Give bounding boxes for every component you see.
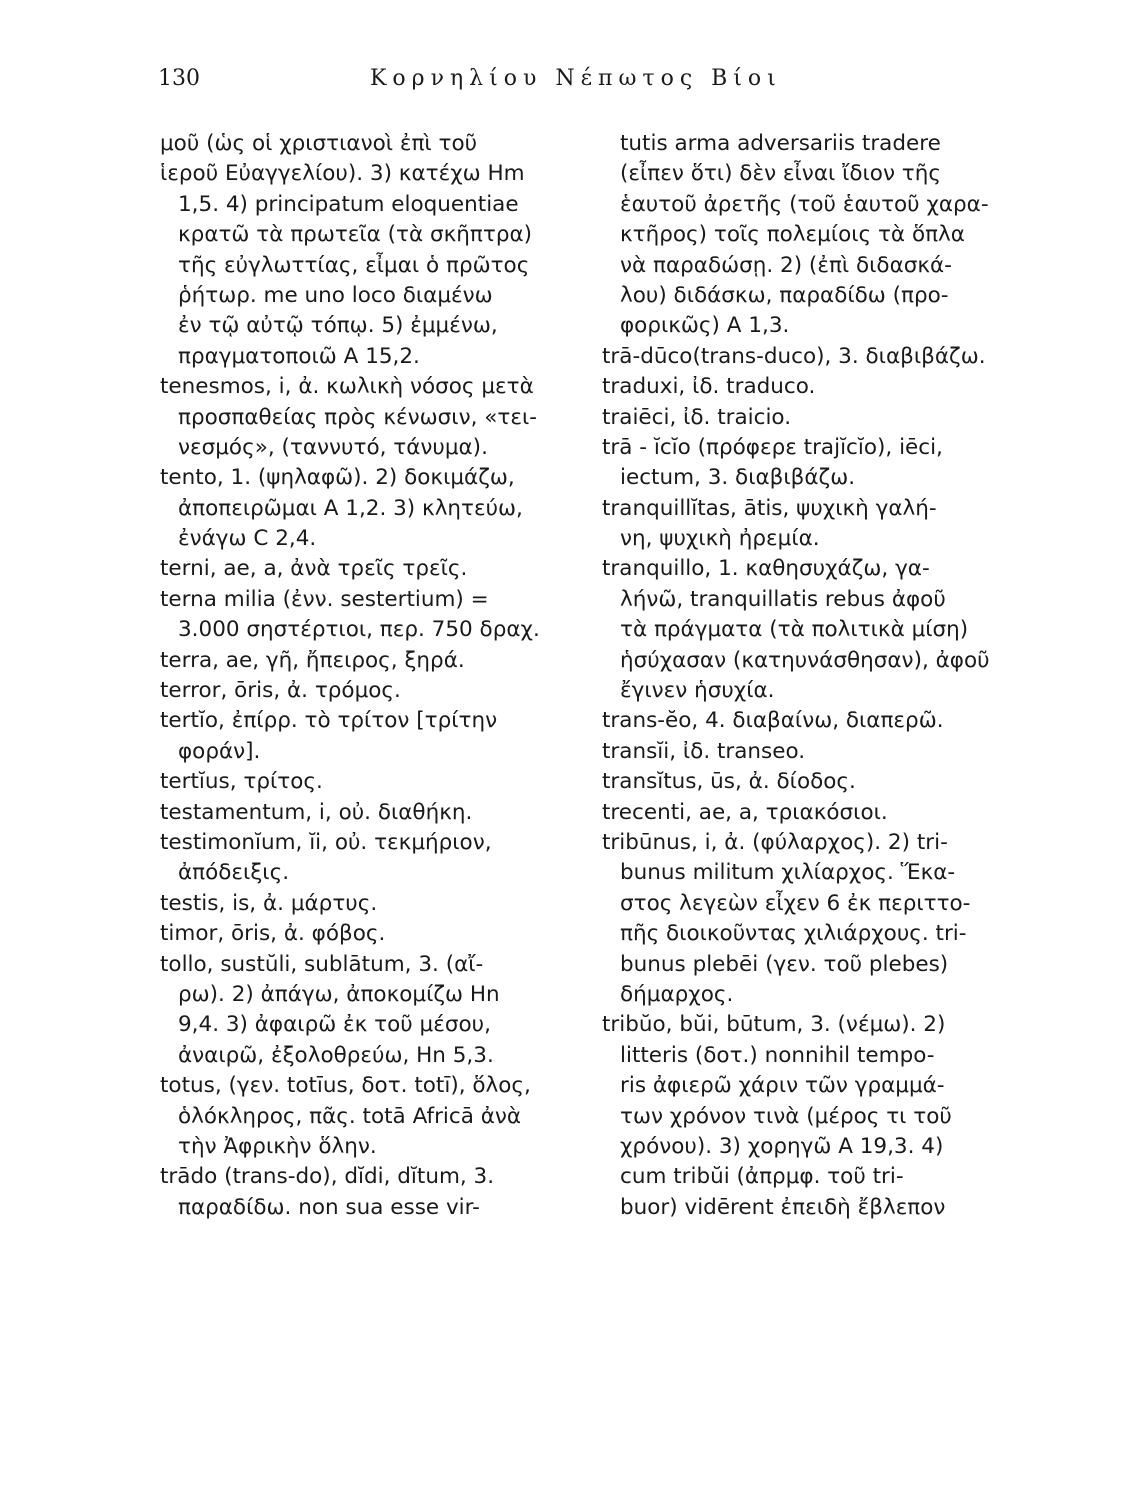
dictionary-line: δήμαρχος. [620, 981, 734, 1007]
dictionary-line: (εἶπεν ὅτι) δὲν εἶναι ἴδιον τῆς [620, 161, 941, 187]
dictionary-line: timor, ōris, ἀ. φόβος. [160, 921, 386, 947]
dictionary-line: testimonĭum, ĭi, οὐ. τεκμήριον, [160, 829, 492, 855]
dictionary-line: κτῆρος) τοῖς πολεμίοις τὰ ὅπλα [620, 222, 965, 248]
dictionary-line: terra, ae, γῆ, ἤπειρος, ξηρά. [160, 647, 465, 673]
dictionary-line: νη, ψυχικὴ ἠρεμία. [620, 526, 820, 552]
dictionary-line: 9,4. 3) ἀφαιρῶ ἐκ τοῦ μέσου, [178, 1012, 491, 1038]
dictionary-line: φοράν]. [178, 738, 261, 764]
dictionary-line: των χρόνον τινὰ (μέρος τι τοῦ [620, 1103, 952, 1129]
dictionary-line: ἐν τῷ αὐτῷ τόπῳ. 5) ἐμμένω, [178, 313, 498, 339]
dictionary-line: 3.000 σηστέρτιοι, περ. 750 δραχ. [178, 617, 540, 643]
dictionary-line: στος λεγεὼν εἶχεν 6 ἐκ περιττο- [620, 890, 971, 916]
right-column [602, 129, 1050, 1223]
dictionary-line: τὰ πράγματα (τὰ πολιτικὰ μίση) [620, 617, 969, 643]
dictionary-line: φορικῶς) A 1,3. [620, 313, 790, 339]
dictionary-line: ἔγινεν ἡσυχία. [620, 678, 775, 704]
dictionary-line: cum tribŭi (ἀπρμφ. τοῦ tri- [620, 1164, 904, 1190]
dictionary-line: ris ἀφιερῶ χάριν τῶν γραμμά- [620, 1073, 945, 1099]
dictionary-line: tutis arma adversariis tradere [620, 131, 941, 156]
dictionary-line: λήνῶ, tranquillatis rebus ἀφοῦ [620, 586, 946, 612]
dictionary-line: litteris (δοτ.) nonnihil tempo- [620, 1042, 935, 1068]
dictionary-line: χρόνου). 3) χορηγῶ A 19,3. 4) [620, 1133, 944, 1159]
dictionary-line: ρω). 2) ἀπάγω, ἀποκομίζω Hn [178, 981, 500, 1007]
dictionary-line: transĭi, ἰδ. transeo. [602, 738, 806, 764]
dictionary-line: tribŭo, bŭi, būtum, 3. (νέμω). 2) [602, 1012, 946, 1038]
dictionary-line: τῆς εὐγλωττίας, εἶμαι ὁ πρῶτος [178, 252, 530, 278]
running-title: Κορνηλίου Νέπωτος Βίοι [370, 66, 782, 91]
dictionary-line: ῥήτωρ. me uno loco διαμένω [178, 282, 493, 308]
dictionary-line: tribūnus, i, ἀ. (φύλαρχος). 2) tri- [602, 829, 948, 855]
dictionary-line: νεσμός», (ταννυτό, τάνυμα). [178, 434, 488, 460]
dictionary-line: παραδίδω. non sua esse vir- [178, 1194, 480, 1220]
dictionary-line: terna milia (ἐνν. sestertium) = [160, 586, 489, 612]
dictionary-line: buor) vidērent ἐπειδὴ ἔβλεπον [620, 1194, 946, 1220]
dictionary-line: ἀπόδειξις. [178, 860, 290, 886]
dictionary-line: traduxi, ἰδ. traduco. [602, 374, 816, 400]
dictionary-line: iectum, 3. διαβιβάζω. [620, 465, 856, 491]
dictionary-line: tollo, sustŭli, sublātum, 3. (αἴ- [160, 951, 484, 977]
dictionary-line: ὁλόκληρος, πᾶς. totā Africā ἀνὰ [178, 1103, 522, 1129]
dictionary-line: bunus militum χιλίαρχος. Ἕκα- [620, 860, 956, 886]
dictionary-line: προσπαθείας πρὸς κένωσιν, «τει- [178, 404, 538, 430]
dictionary-line: totus, (γεν. totīus, δοτ. totī), ὅλος, [160, 1073, 531, 1099]
dictionary-line: terror, ōris, ἀ. τρόμος. [160, 678, 401, 704]
dictionary-line: trā - ĭcĭo (πρόφερε trajĭcĭo), iēci, [602, 434, 943, 460]
dictionary-line: ἀναιρῶ, ἐξολοθρεύω, Hn 5,3. [178, 1042, 494, 1068]
dictionary-line: transĭtus, ūs, ἀ. δίοδος. [602, 769, 856, 795]
dictionary-line: tenesmos, i, ἀ. κωλικὴ νόσος μετὰ [160, 374, 534, 400]
dictionary-line: tento, 1. (ψηλαφῶ). 2) δοκιμάζω, [160, 465, 515, 491]
left-column [160, 129, 572, 1223]
dictionary-line: tranquillo, 1. καθησυχάζω, γα- [602, 556, 930, 582]
dictionary-line: testis, is, ἀ. μάρτυς. [160, 890, 378, 916]
dictionary-line: ἱεροῦ Εὐαγγελίου). 3) κατέχω Hm [160, 161, 525, 187]
dictionary-line: tertĭus, τρίτος. [160, 769, 323, 795]
dictionary-line: trādo (trans-do), dĭdi, dĭtum, 3. [160, 1164, 495, 1190]
dictionary-line: tertĭo, ἐπίρρ. τὸ τρίτον [τρίτην [160, 708, 498, 734]
dictionary-line: κρατῶ τὰ πρωτεῖα (τὰ σκῆπτρα) [178, 222, 533, 248]
dictionary-line: πῆς διοικοῦντας χιλιάρχους. tri- [620, 921, 967, 947]
dictionary-line: ἀποπειρῶμαι A 1,2. 3) κλητεύω, [178, 495, 523, 521]
dictionary-line: ἡσύχασαν (κατηυνάσθησαν), ἀφοῦ [620, 647, 990, 673]
page-header [158, 66, 1058, 96]
dictionary-line: τὴν Ἀφρικὴν ὅλην. [178, 1133, 377, 1159]
dictionary-line: 1,5. 4) principatum eloquentiae [178, 191, 519, 217]
dictionary-line: bunus plebēi (γεν. τοῦ plebes) [620, 951, 949, 977]
page-number: 130 [158, 66, 200, 91]
dictionary-line: trecenti, ae, a, τριακόσιοι. [602, 799, 888, 825]
dictionary-line: νὰ παραδώσῃ. 2) (ἐπὶ διδασκά- [620, 252, 952, 278]
dictionary-line: ἐνάγω C 2,4. [178, 526, 317, 552]
dictionary-line: trans-ĕo, 4. διαβαίνω, διαπερῶ. [602, 708, 944, 734]
dictionary-line: λου) διδάσκω, παραδίδω (προ- [620, 282, 949, 308]
dictionary-line: tranquillĭtas, ātis, ψυχικὴ γαλή- [602, 495, 937, 521]
dictionary-line: μοῦ (ὡς οἱ χριστιανοὶ ἐπὶ τοῦ [160, 131, 478, 156]
dictionary-line: ἑαυτοῦ ἀρετῆς (τοῦ ἑαυτοῦ χαρα- [620, 191, 989, 217]
dictionary-line: trā-dūco(trans-duco), 3. διαβιβάζω. [602, 343, 986, 369]
dictionary-line: terni, ae, a, ἀνὰ τρεῖς τρεῖς. [160, 556, 468, 582]
dictionary-line: πραγματοποιῶ A 15,2. [178, 343, 420, 369]
dictionary-line: testamentum, i, οὐ. διαθήκη. [160, 799, 473, 825]
dictionary-line: traiēci, ἰδ. traicio. [602, 404, 792, 430]
